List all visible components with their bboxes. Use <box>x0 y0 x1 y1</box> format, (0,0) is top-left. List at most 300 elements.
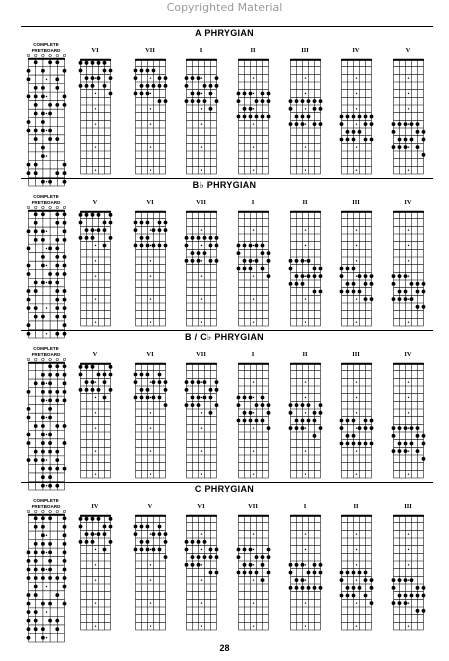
fret-marker <box>253 533 254 534</box>
scale-note-dot <box>158 396 162 400</box>
scale-note-dot <box>41 551 45 555</box>
scale-note-dot <box>364 571 368 575</box>
scale-note-dot <box>340 426 344 430</box>
fret-marker <box>305 260 306 261</box>
scale-note-dot <box>352 434 356 438</box>
scale-note-dot <box>203 251 207 255</box>
fret-marker <box>356 473 357 474</box>
fret-marker <box>95 229 96 230</box>
scale-note-dot <box>209 388 213 392</box>
nut-bar <box>135 211 166 213</box>
scale-note-dot <box>340 267 344 271</box>
scale-note-dot <box>398 594 402 598</box>
scale-note-dot <box>422 457 426 461</box>
scale-note-dot <box>146 236 150 240</box>
scale-note-dot <box>158 373 162 377</box>
scale-note-dot <box>289 259 293 263</box>
fret-marker <box>253 381 254 382</box>
scale-note-dot <box>185 388 189 392</box>
fret-marker <box>46 434 47 435</box>
scale-note-dot <box>197 396 201 400</box>
fret-marker <box>356 533 357 534</box>
scale-note-dot <box>85 388 89 392</box>
scale-note-dot <box>358 274 362 278</box>
scale-note-dot <box>158 221 162 225</box>
scale-note-dot <box>404 426 408 430</box>
fret-marker <box>46 459 47 460</box>
nut-bar <box>80 59 111 61</box>
nut-bar <box>238 211 269 213</box>
scale-note-dot <box>364 426 368 430</box>
scale-note-dot <box>41 281 45 285</box>
scale-note-dot <box>41 568 45 572</box>
scale-note-dot <box>103 380 107 384</box>
scale-note-dot <box>307 586 311 590</box>
scale-note-dot <box>63 585 67 589</box>
scale-note-dot <box>340 419 344 423</box>
scale-note-dot <box>319 563 323 567</box>
scale-section-title: B / C♭ PHRYGIAN <box>185 332 264 342</box>
scale-note-dot <box>261 115 265 119</box>
scale-note-dot <box>34 576 38 580</box>
fret-marker <box>201 533 202 534</box>
scale-note-dot <box>209 236 213 240</box>
complete-fretboard-label <box>28 498 64 509</box>
scale-note-dot <box>416 282 420 286</box>
scale-note-dot <box>55 627 59 631</box>
fret-marker <box>253 473 254 474</box>
scale-note-dot <box>352 267 356 271</box>
scale-note-dot <box>237 419 241 423</box>
scale-note-dot <box>55 171 59 175</box>
scale-note-dot <box>55 264 59 268</box>
nut-bar <box>135 363 166 365</box>
complete-label-line: COMPLETE <box>33 346 59 351</box>
scale-note-dot <box>97 388 101 392</box>
scale-note-dot <box>27 619 31 623</box>
fret-marker <box>150 298 151 299</box>
position-label: V <box>92 351 98 358</box>
scale-note-dot <box>140 69 144 73</box>
scale-note-dot <box>48 281 52 285</box>
scale-note-dot <box>140 388 144 392</box>
position-label: VI <box>197 503 205 510</box>
fret-marker <box>305 602 306 603</box>
position-label: III <box>301 47 309 54</box>
watermark: Copyrighted Material <box>166 1 283 14</box>
nut-bar <box>135 515 166 517</box>
scale-note-dot <box>34 86 38 90</box>
fret-marker <box>408 169 409 170</box>
scale-note-dot <box>97 532 101 536</box>
scale-section-title: B♭ PHRYGIAN <box>192 180 257 190</box>
nut-bar <box>341 515 372 517</box>
scale-note-dot <box>63 95 67 99</box>
scale-note-dot <box>410 282 414 286</box>
position-fretboard-diagram <box>393 363 424 479</box>
scale-note-dot <box>313 411 317 415</box>
scale-note-dot <box>55 315 59 319</box>
scale-note-dot <box>404 138 408 142</box>
fret-marker <box>253 427 254 428</box>
scale-note-dot <box>152 84 156 88</box>
scale-note-dot <box>63 576 67 580</box>
position-label: VII <box>145 47 155 54</box>
scale-note-dot <box>267 115 271 119</box>
scale-note-dot <box>164 84 168 88</box>
scale-note-dot <box>48 619 52 623</box>
position-fretboard-diagram <box>80 59 111 175</box>
scale-note-dot <box>146 244 150 248</box>
fret-marker <box>305 108 306 109</box>
scale-note-dot <box>34 627 38 631</box>
scale-note-dot <box>295 122 299 126</box>
scale-note-dot <box>416 586 420 590</box>
fret-marker <box>408 397 409 398</box>
position-fretboard-diagram <box>186 59 217 175</box>
fret-marker <box>150 146 151 147</box>
scale-note-dot <box>109 517 113 521</box>
scale-note-dot <box>109 388 113 392</box>
scale-note-dot <box>27 272 31 276</box>
scale-note-dot <box>301 403 305 407</box>
scale-note-dot <box>48 450 52 454</box>
fret-marker <box>356 602 357 603</box>
scale-note-dot <box>55 238 59 242</box>
scale-note-dot <box>63 467 67 471</box>
fret-marker <box>253 245 254 246</box>
nut-bar <box>393 363 424 365</box>
scale-note-dot <box>267 548 271 552</box>
scale-note-dot <box>41 542 45 546</box>
open-string-marker <box>42 206 45 209</box>
scale-note-dot <box>346 290 350 294</box>
fret-marker <box>305 473 306 474</box>
fret-marker <box>201 473 202 474</box>
scale-note-dot <box>140 540 144 544</box>
scale-note-dot <box>91 61 95 65</box>
scale-note-dot <box>261 244 265 248</box>
scale-note-dot <box>34 381 38 385</box>
scale-note-dot <box>48 373 52 377</box>
scale-note-dot <box>97 213 101 217</box>
open-string-marker <box>63 358 66 361</box>
scale-note-dot <box>34 137 38 141</box>
fret-marker <box>201 602 202 603</box>
scale-note-dot <box>97 228 101 232</box>
fret-marker <box>95 602 96 603</box>
scale-note-dot <box>140 373 144 377</box>
scale-note-dot <box>197 380 201 384</box>
scale-note-dot <box>34 95 38 99</box>
scale-note-dot <box>209 84 213 88</box>
scale-note-dot <box>185 259 189 263</box>
scale-note-dot <box>261 99 265 103</box>
scale-note-dot <box>289 122 293 126</box>
scale-note-dot <box>48 364 52 368</box>
scale-note-dot <box>416 145 420 149</box>
scale-note-dot <box>158 532 162 536</box>
scale-note-dot <box>48 467 52 471</box>
scale-note-dot <box>422 130 426 134</box>
scale-note-dot <box>55 306 59 310</box>
scale-note-dot <box>319 426 323 430</box>
scale-note-dot <box>346 571 350 575</box>
fret-marker <box>150 169 151 170</box>
fret-marker <box>356 229 357 230</box>
scale-note-dot <box>255 571 259 575</box>
scale-note-dot <box>41 450 45 454</box>
fret-marker <box>95 260 96 261</box>
scale-note-dot <box>398 122 402 126</box>
scale-note-dot <box>55 373 59 377</box>
fret-marker <box>46 282 47 283</box>
scale-note-dot <box>27 407 31 411</box>
position-fretboard-diagram <box>135 211 166 327</box>
scale-note-dot <box>34 221 38 225</box>
scale-note-dot <box>79 69 83 73</box>
scale-note-dot <box>352 138 356 142</box>
fret-marker <box>95 427 96 428</box>
scale-note-dot <box>55 450 59 454</box>
fret-marker <box>95 549 96 550</box>
scale-note-dot <box>63 315 67 319</box>
fret-marker <box>356 381 357 382</box>
scale-note-dot <box>103 548 107 552</box>
open-string-marker <box>34 510 37 513</box>
scale-note-dot <box>85 61 89 65</box>
scale-note-dot <box>41 120 45 124</box>
scale-note-dot <box>209 259 213 263</box>
fret-marker <box>46 96 47 97</box>
scale-note-dot <box>109 365 113 369</box>
scale-note-dot <box>410 578 414 582</box>
scale-note-dot <box>63 323 67 327</box>
position-fretboard-diagram <box>393 515 424 631</box>
open-string-marker <box>63 54 66 57</box>
scale-note-dot <box>146 525 150 529</box>
scale-note-dot <box>370 115 374 119</box>
scale-note-dot <box>404 145 408 149</box>
section-divider <box>21 330 433 331</box>
scale-note-dot <box>416 122 420 126</box>
scale-note-dot <box>215 388 219 392</box>
complete-fretboard-diagram <box>28 58 65 187</box>
fret-marker <box>253 549 254 550</box>
scale-note-dot <box>191 259 195 263</box>
scale-note-dot <box>185 548 189 552</box>
scale-note-dot <box>398 601 402 605</box>
fret-marker <box>95 473 96 474</box>
nut-bar <box>238 59 269 61</box>
scale-note-dot <box>85 380 89 384</box>
fret-marker <box>46 637 47 638</box>
fret-marker <box>46 552 47 553</box>
scale-note-dot <box>185 380 189 384</box>
scale-note-dot <box>185 76 189 80</box>
fret-marker <box>253 123 254 124</box>
complete-label-line: FRETBOARD <box>31 351 61 357</box>
scale-note-dot <box>301 99 305 103</box>
scale-note-dot <box>63 221 67 225</box>
scale-note-dot <box>267 99 271 103</box>
scale-note-dot <box>370 426 374 430</box>
scale-note-dot <box>41 416 45 420</box>
scale-note-dot <box>41 627 45 631</box>
scale-note-dot <box>185 84 189 88</box>
scale-note-dot <box>370 282 374 286</box>
scale-note-dot <box>295 259 299 263</box>
scale-note-dot <box>55 593 59 597</box>
scale-note-dot <box>85 540 89 544</box>
scale-note-dot <box>34 212 38 216</box>
scale-note-dot <box>152 548 156 552</box>
open-string-marker <box>56 54 59 57</box>
scale-note-dot <box>164 388 168 392</box>
scale-note-dot <box>261 267 265 271</box>
scale-note-dot <box>249 267 253 271</box>
scale-note-dot <box>237 115 241 119</box>
scale-note-dot <box>352 442 356 446</box>
scale-note-dot <box>41 441 45 445</box>
position-fretboard-diagram <box>238 515 269 631</box>
scale-note-dot <box>398 274 402 278</box>
position-fretboard-diagram <box>238 59 269 175</box>
scale-note-dot <box>410 426 414 430</box>
scale-note-dot <box>267 92 271 96</box>
scale-note-dot <box>63 533 67 537</box>
fret-marker <box>201 108 202 109</box>
scale-note-dot <box>416 305 420 309</box>
scale-note-dot <box>63 69 67 73</box>
open-string-marker <box>34 54 37 57</box>
scale-note-dot <box>410 594 414 598</box>
scale-note-dot <box>63 306 67 310</box>
position-label: I <box>303 503 307 510</box>
scale-note-dot <box>209 411 213 415</box>
complete-fretboard-label <box>28 42 64 53</box>
scale-note-dot <box>319 411 323 415</box>
scale-note-dot <box>422 305 426 309</box>
complete-fretboard-diagram <box>28 210 65 339</box>
fret-marker <box>408 108 409 109</box>
fret-marker <box>150 473 151 474</box>
fret-marker <box>408 77 409 78</box>
fret-marker <box>201 564 202 565</box>
scale-note-dot <box>134 69 138 73</box>
scale-note-dot <box>140 396 144 400</box>
scale-note-dot <box>295 274 299 278</box>
open-string-marker <box>27 510 30 513</box>
scale-note-dot <box>364 442 368 446</box>
position-label: IV <box>352 47 360 54</box>
position-label: II <box>302 351 308 358</box>
scale-note-dot <box>237 244 241 248</box>
scale-note-dot <box>55 247 59 251</box>
scale-note-dot <box>85 236 89 240</box>
scale-note-dot <box>289 107 293 111</box>
fret-marker <box>356 625 357 626</box>
scale-note-dot <box>267 426 271 430</box>
fret-marker <box>46 265 47 266</box>
fret-marker <box>408 245 409 246</box>
scale-note-dot <box>146 540 150 544</box>
scale-note-dot <box>215 236 219 240</box>
scale-note-dot <box>27 289 31 293</box>
scale-note-dot <box>215 76 219 80</box>
scale-note-dot <box>34 129 38 133</box>
scale-note-dot <box>140 525 144 529</box>
fret-marker <box>95 77 96 78</box>
nut-bar <box>290 59 321 61</box>
scale-note-dot <box>301 419 305 423</box>
scale-note-dot <box>249 419 253 423</box>
fret-marker <box>408 412 409 413</box>
scale-note-dot <box>295 403 299 407</box>
fret-marker <box>46 248 47 249</box>
scale-note-dot <box>215 403 219 407</box>
position-fretboard-diagram <box>341 363 372 479</box>
fret-marker <box>201 321 202 322</box>
scale-note-dot <box>313 274 317 278</box>
scale-note-dot <box>422 138 426 142</box>
scale-note-dot <box>340 578 344 582</box>
scale-note-dot <box>301 274 305 278</box>
scale-note-dot <box>197 563 201 567</box>
scale-note-dot <box>319 571 323 575</box>
fret-marker <box>95 245 96 246</box>
scale-note-dot <box>249 411 253 415</box>
fret-marker <box>46 79 47 80</box>
fret-marker <box>95 93 96 94</box>
scale-note-dot <box>109 221 113 225</box>
scale-note-dot <box>352 282 356 286</box>
scale-note-dot <box>27 593 31 597</box>
scale-note-dot <box>134 92 138 96</box>
fret-marker <box>95 412 96 413</box>
scale-note-dot <box>134 396 138 400</box>
scale-note-dot <box>34 610 38 614</box>
complete-fretboard-diagram <box>28 362 65 491</box>
scale-note-dot <box>140 548 144 552</box>
fret-marker <box>150 321 151 322</box>
scale-note-dot <box>34 238 38 242</box>
scale-note-dot <box>34 163 38 167</box>
scale-note-dot <box>313 290 317 294</box>
nut-bar <box>80 363 111 365</box>
scale-note-dot <box>197 92 201 96</box>
scale-note-dot <box>55 60 59 64</box>
position-fretboard-diagram <box>135 515 166 631</box>
fret-marker <box>201 427 202 428</box>
fret-marker <box>150 579 151 580</box>
scale-note-dot <box>109 69 113 73</box>
fret-marker <box>253 450 254 451</box>
scale-note-dot <box>79 61 83 65</box>
fret-marker <box>150 564 151 565</box>
scale-note-dot <box>364 297 368 301</box>
scale-note-dot <box>140 236 144 240</box>
scale-note-dot <box>55 458 59 462</box>
fret-marker <box>356 169 357 170</box>
scale-note-dot <box>358 130 362 134</box>
fret-marker <box>95 381 96 382</box>
scale-note-dot <box>249 396 253 400</box>
position-fretboard-diagram <box>290 515 321 631</box>
fret-marker <box>150 245 151 246</box>
scale-note-dot <box>55 364 59 368</box>
scale-note-dot <box>164 221 168 225</box>
